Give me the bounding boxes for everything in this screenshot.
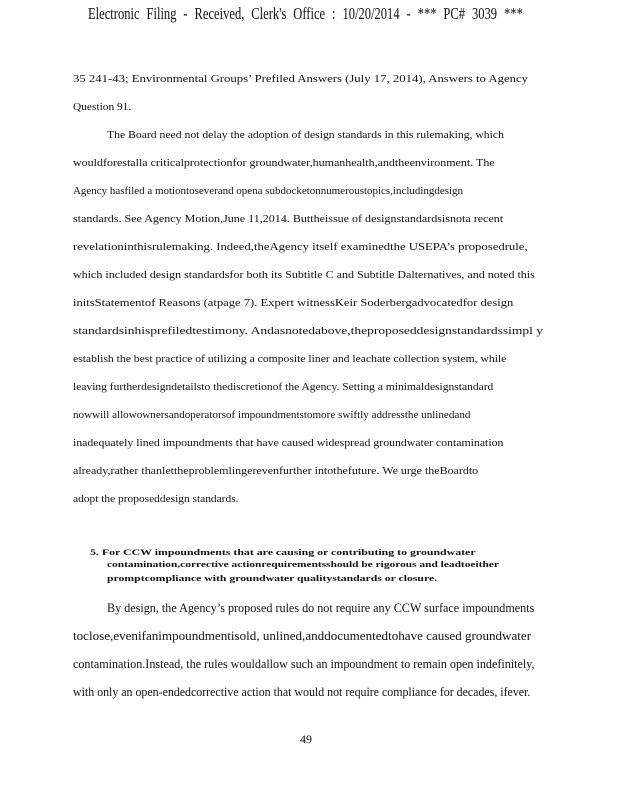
text-line: initsStatementof Reasons (atpage 7). Expert witnessKeir Soderbergadvocatedfor design — [73, 297, 514, 309]
text-line: inadequately lined impoundments that have caused widespread groundwater contamination — [73, 437, 504, 449]
heading-line: contamination,corrective actionrequirementsshould be rigorous and leadtoeither — [107, 560, 499, 569]
text-line: which included design standardsfor both its Subtitle C and Subtitle Dalternatives, and noted this — [73, 269, 535, 281]
text-line: establish the best practice of utilizing a composite liner and leachate collection system, while — [73, 353, 507, 365]
heading-line: 5. For CCW impoundments that are causing or contributing to groundwater — [90, 548, 476, 557]
heading-line: promptcompliance with groundwater qualitystandards or closure. — [107, 574, 438, 583]
text-line: By design, the Agency’s proposed rules do not require any CCW surface impoundments — [107, 601, 535, 615]
text-line: contamination.Instead, the rules wouldallow such an impoundment to remain open indefinitely, — [73, 657, 535, 671]
text-line: toclose,evenifanimpoundmentisold, unlined,anddocumentedtohave caused groundwater — [73, 629, 532, 643]
text-line: standards. See Agency Motion,June 11,2014. Buttheissue of designstandardsisnota recent — [73, 213, 504, 225]
text-line: revelationinthisrulemaking. Indeed,theAgency itself examinedthe USEPA’s proposedrule, — [73, 241, 528, 253]
text-line: The Board need not delay the adoption of design standards in this rulemaking, which — [107, 129, 504, 141]
text-line: already,rather thanlettheproblemlingerevenfurther intothefuture. We urge theBoardto — [73, 465, 479, 477]
text-line: 35 241-43; Environmental Groups’ Prefiled Answers (July 17, 2014), Answers to Agency — [73, 73, 528, 85]
text-line: nowwill allowownersandoperatorsof impoundmentstomore swiftly addressthe unlinedand — [73, 409, 471, 421]
page-number: 49 — [300, 732, 312, 746]
text-line: wouldforestalla criticalprotectionfor groundwater,humanhealth,andtheenvironment. The — [73, 157, 495, 169]
text-line: leaving furtherdesigndetailsto thediscretionof the Agency. Setting a minimaldesignstandard — [73, 381, 494, 393]
text-line: Question 91. — [73, 101, 132, 113]
text-line: adopt the proposeddesign standards. — [73, 493, 239, 505]
filing-header: Electronic Filing - Received, Clerk's Office : 10/20/2014 - *** PC# 3039 *** — [88, 4, 523, 23]
text-line: Agency hasfiled a motiontoseverand opena subdocketonnumeroustopics,includingdesign — [73, 185, 464, 197]
text-line: standardsinhisprefiledtestimony. Andasnotedabove,theproposeddesignstandardssimpl y — [73, 325, 543, 337]
text-line: with only an open-endedcorrective action that would not require compliance for decades, ifever. — [73, 685, 531, 699]
